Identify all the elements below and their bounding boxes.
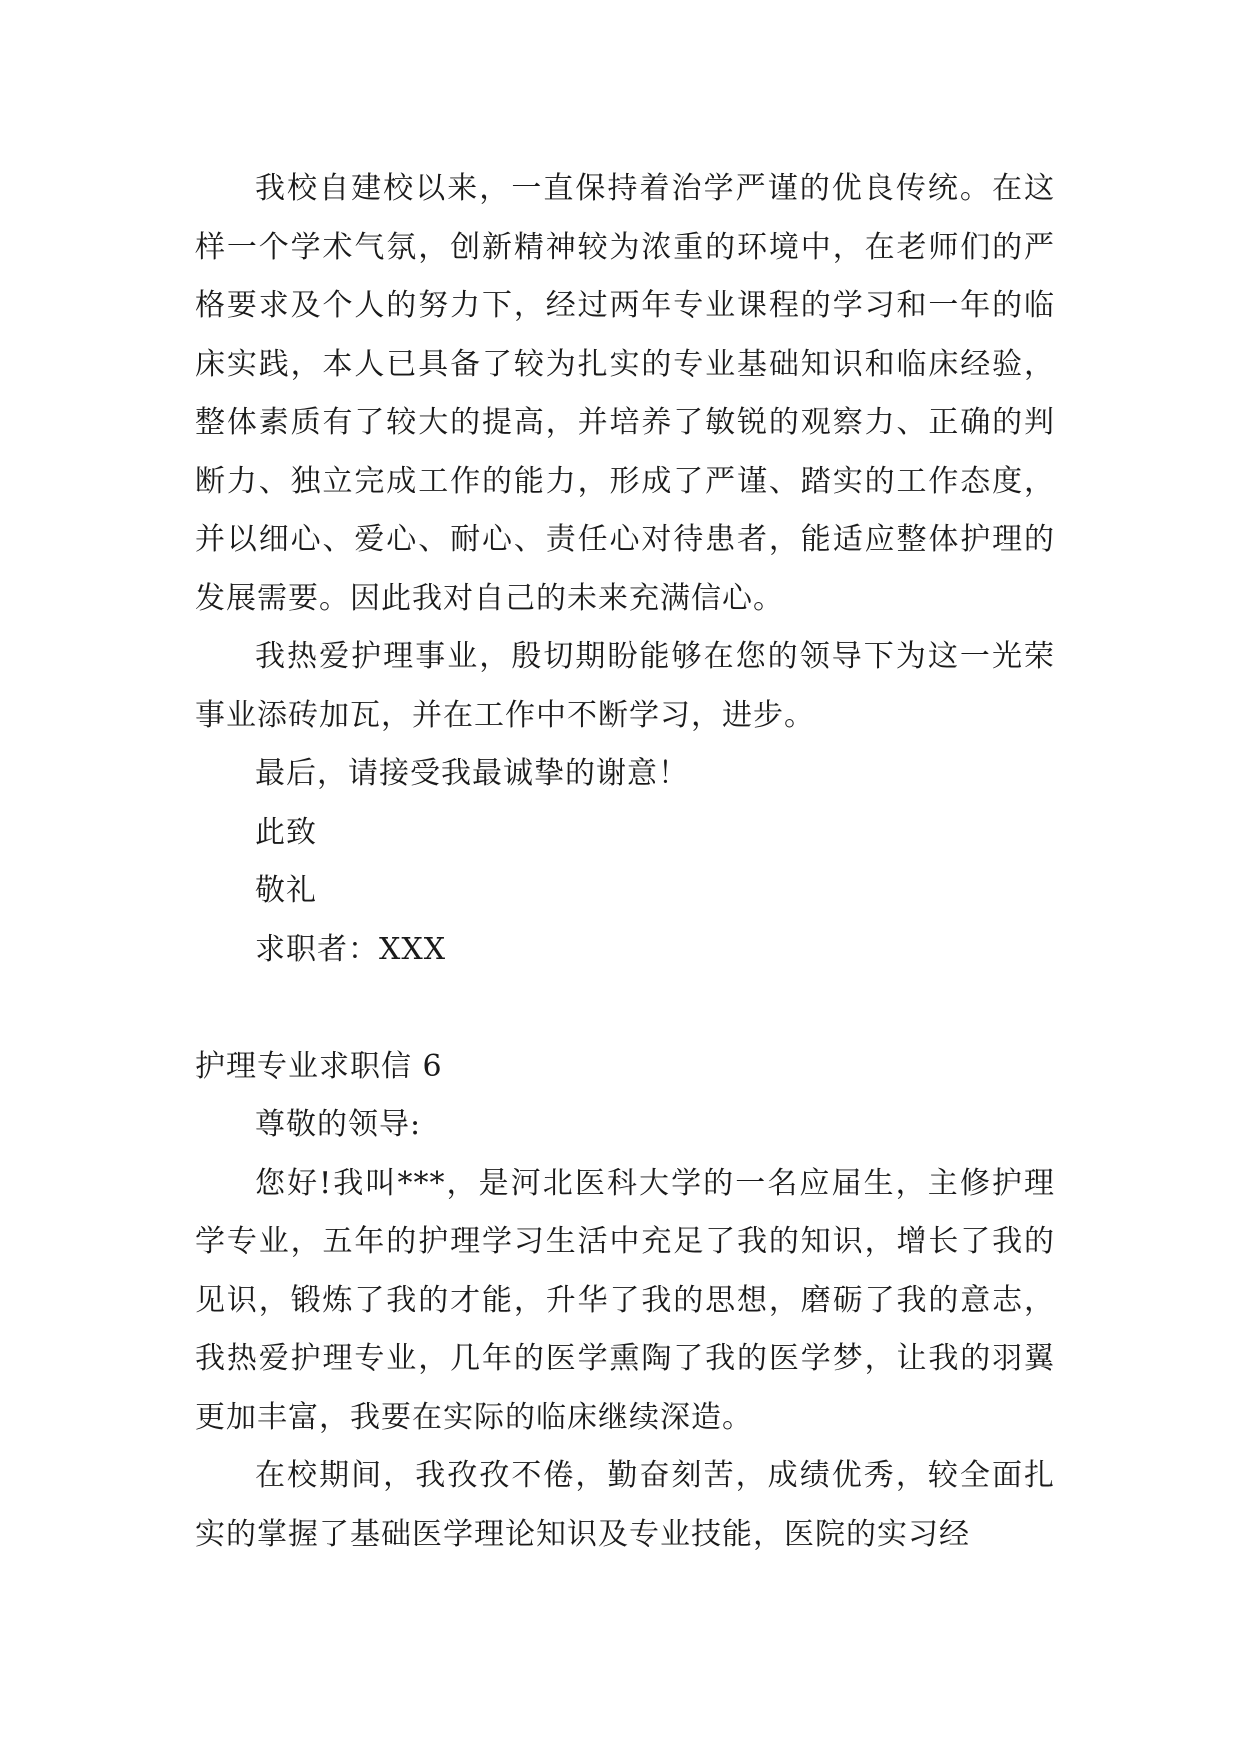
paragraph-introduction: 您好!我叫***，是河北医科大学的一名应届生，主修护理学专业，五年的护理学习生活中充足了我的知识，增长了我的见识，锻炼了我的才能，升华了我的思想，磨砺了我的意志，我热爱护理专业，几年的医学熏陶了我的医学梦，让我的羽翼更加丰富，我要在实际的临床继续深造。 xyxy=(195,1165,1055,1435)
paragraph-school-period: 在校期间，我孜孜不倦，勤奋刻苦，成绩优秀，较全面扎实的掌握了基础医学理论知识及专业技能，医院的实习经 xyxy=(195,1458,1055,1552)
section-gap xyxy=(195,979,1055,1038)
section-title: 护理专业求职信 6 xyxy=(195,1048,443,1084)
closing-cizhi: 此致 xyxy=(255,814,317,850)
closing-jingli: 敬礼 xyxy=(255,873,317,908)
document-body xyxy=(195,160,1055,1564)
salutation: 尊敬的领导: xyxy=(255,1107,422,1142)
paragraph-love-nursing: 我热爱护理事业，殷切期盼能够在您的领导下为这一光荣事业添砖加瓦，并在工作中不断学习，进步。 xyxy=(195,639,1055,733)
paragraph-thanks: 最后，请接受我最诚挚的谢意！ xyxy=(255,756,689,791)
paragraph-school-tradition: 我校自建校以来，一直保持着治学严谨的优良传统。在这样一个学术气氛，创新精神较为浓重的环境中，在老师们的严格要求及个人的努力下，经过两年专业课程的学习和一年的临床实践，本人已具备了较为扎实的专业基础知识和临床经验，整体素质有了较大的提高，并培养了敏锐的观察力、正确的判断力、独立完成工作的能力，形成了严谨、踏实的工作态度，并以细心、爱心、耐心、责任心对待患者，能适应整体护理的发展需要。因此我对自己的未来充满信心。 xyxy=(195,171,1055,616)
signature-applicant: 求职者：XXX xyxy=(255,931,447,967)
